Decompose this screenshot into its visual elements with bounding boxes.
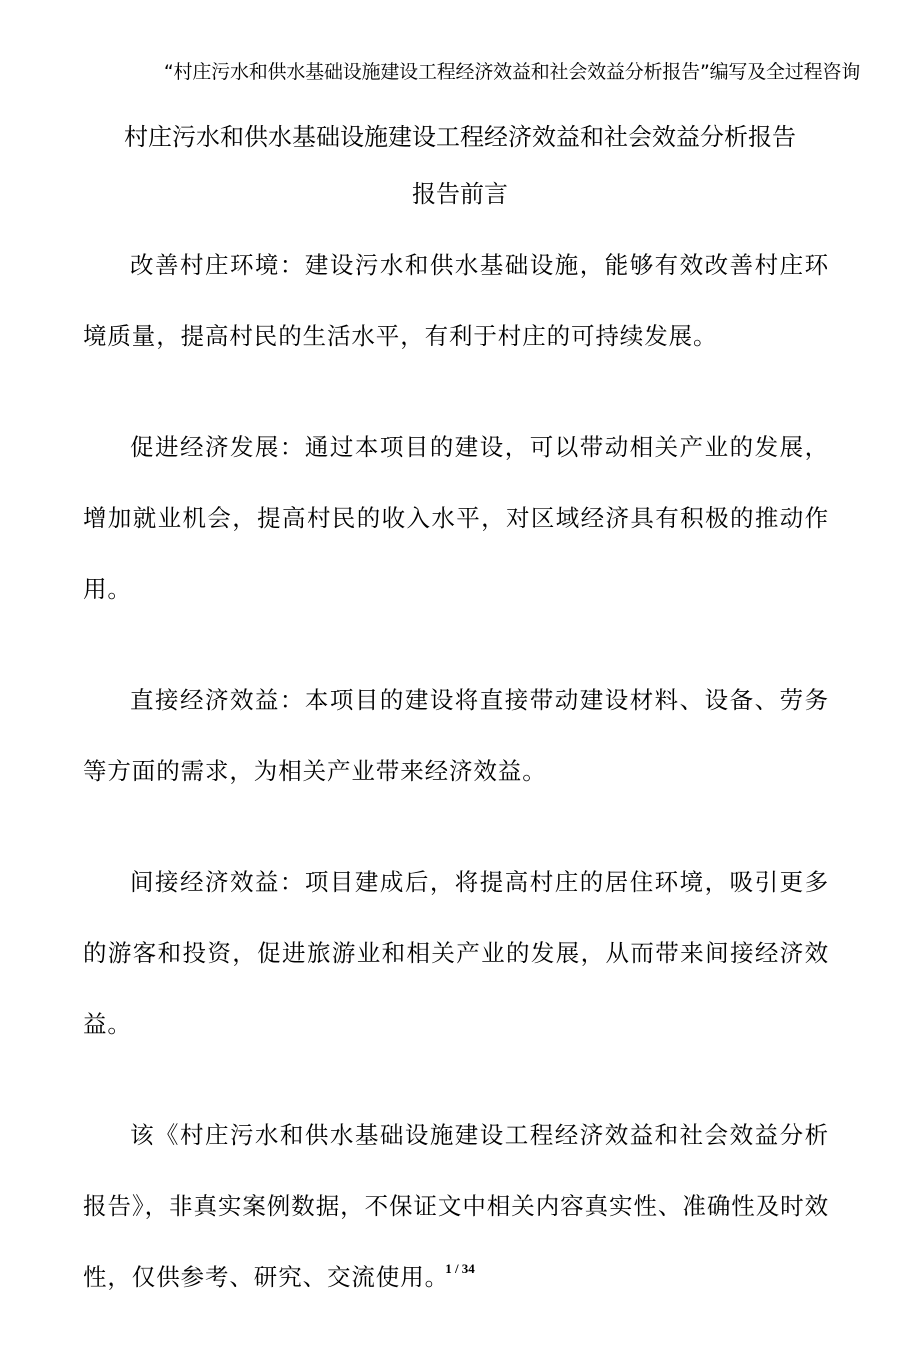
- section-heading: 报告前言: [412, 180, 508, 208]
- running-header: “村庄污水和供水基础设施建设工程经济效益和社会效益分析报告”编写及全过程咨询: [163, 61, 860, 83]
- paragraph-indirect-benefit: 间接经济效益：项目建成后，将提高村庄的居住环境，吸引更多的游客和投资，促进旅游业和相关产业的发展，从而带来间接经济效益。: [83, 868, 829, 1038]
- paragraph-improve-environment: 改善村庄环境：建设污水和供水基础设施，能够有效改善村庄环境质量，提高村民的生活水平，有利于村庄的可持续发展。: [83, 251, 829, 350]
- paragraph-promote-economy: 促进经济发展：通过本项目的建设，可以带动相关产业的发展，增加就业机会，提高村民的收入水平，对区域经济具有积极的推动作用。: [83, 433, 829, 603]
- document-body: [83, 230, 829, 1353]
- paragraph-disclaimer: 该《村庄污水和供水基础设施建设工程经济效益和社会效益分析报告》，非真实案例数据，不保证文中相关内容真实性、准确性及时效性，仅供参考、研究、交流使用。: [83, 1121, 829, 1291]
- paragraph-direct-benefit: 直接经济效益：本项目的建设将直接带动建设材料、设备、劳务等方面的需求，为相关产业带来经济效益。: [83, 686, 829, 785]
- document-title: 村庄污水和供水基础设施建设工程经济效益和社会效益分析报告: [124, 123, 796, 151]
- page-number: 1 / 34: [445, 1261, 475, 1276]
